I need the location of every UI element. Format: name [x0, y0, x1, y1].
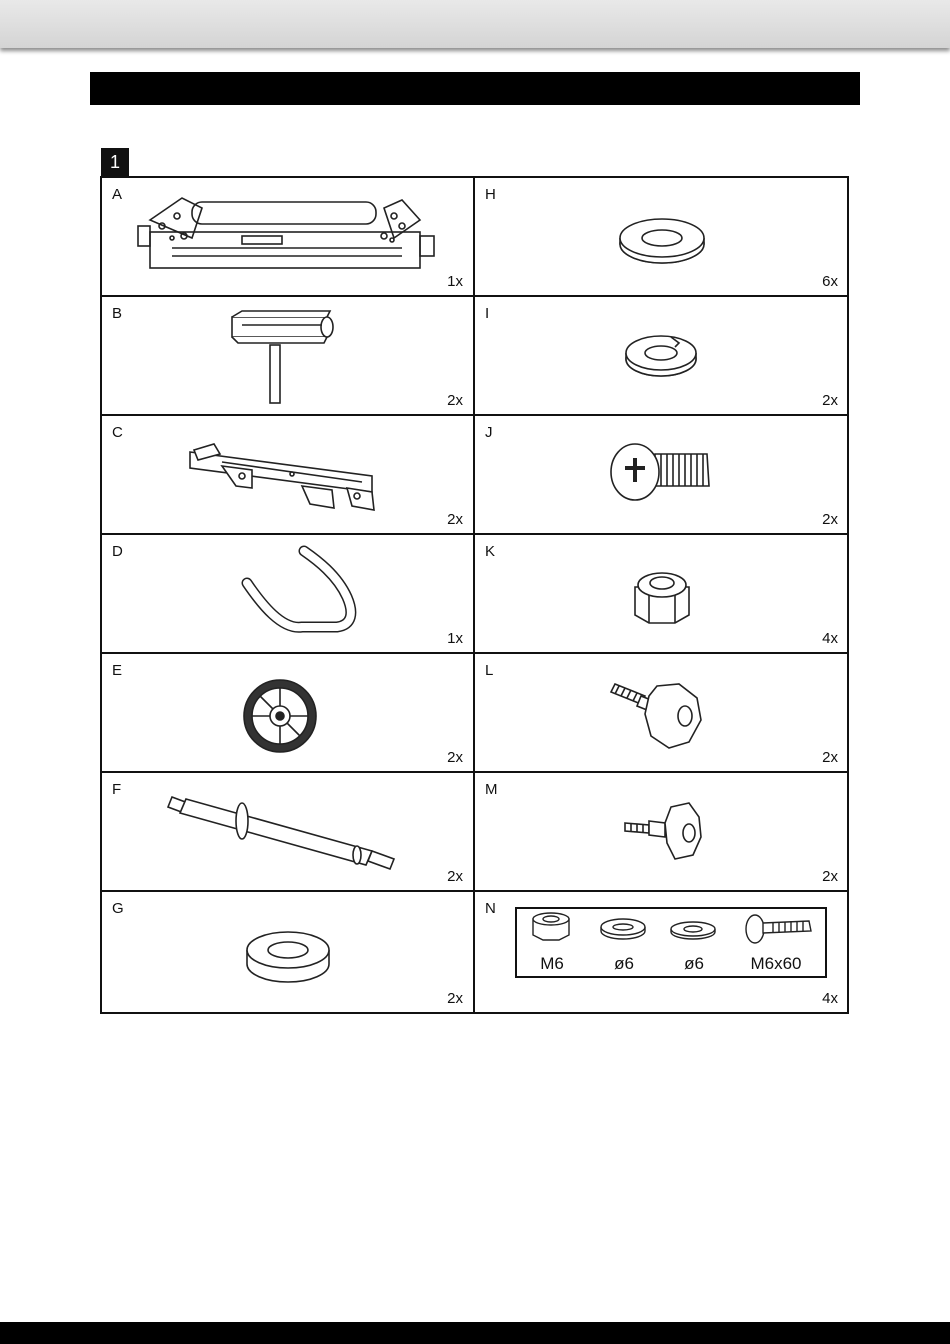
part-cell-d — [102, 535, 475, 654]
part-letter: G — [112, 900, 124, 917]
part-letter: N — [485, 900, 496, 917]
carriage-bolt-icon — [746, 915, 811, 943]
part-cell-h — [475, 178, 848, 297]
part-qty: 6x — [822, 273, 838, 290]
hardware-label-spring-washer: ø6 — [614, 954, 634, 973]
part-qty: 2x — [822, 749, 838, 766]
part-cell-g — [102, 892, 475, 1012]
small-knob-bolt-icon — [475, 773, 848, 892]
thick-washer-icon — [102, 892, 473, 1011]
part-qty: 2x — [822, 868, 838, 885]
rail-bracket-icon — [102, 416, 473, 535]
handle-tube-icon — [102, 535, 473, 654]
part-qty: 2x — [447, 749, 463, 766]
pan-head-screw-icon — [475, 416, 848, 535]
part-letter: E — [112, 662, 123, 679]
section-title-bar — [90, 72, 860, 105]
flat-washer-icon — [671, 922, 715, 939]
lock-nut-icon — [475, 535, 848, 654]
part-letter: D — [112, 543, 123, 560]
hardware-set-box — [515, 907, 827, 978]
part-qty: 4x — [822, 630, 838, 647]
part-cell-k — [475, 535, 848, 654]
part-letter: C — [112, 424, 123, 441]
part-letter: B — [112, 305, 123, 322]
hardware-label-flat-washer: ø6 — [684, 954, 704, 973]
part-letter: A — [112, 186, 123, 203]
saw-frame-icon — [102, 178, 473, 297]
spring-washer-icon — [601, 919, 645, 939]
part-qty: 2x — [447, 511, 463, 528]
part-cell-m — [475, 773, 848, 892]
part-letter: I — [485, 305, 490, 322]
part-qty: 2x — [447, 392, 463, 409]
part-qty: 2x — [822, 392, 838, 409]
part-qty: 2x — [447, 868, 463, 885]
part-cell-c — [102, 416, 475, 535]
part-qty: 2x — [822, 511, 838, 528]
part-letter: K — [485, 543, 496, 560]
axle-icon — [102, 773, 473, 892]
support-arm-icon — [102, 297, 473, 416]
wheel-icon — [102, 654, 473, 773]
part-cell-a — [102, 178, 475, 297]
part-cell-j — [475, 416, 848, 535]
part-qty: 1x — [447, 273, 463, 290]
part-letter: L — [485, 662, 494, 679]
part-qty: 4x — [822, 990, 838, 1007]
part-qty: 1x — [447, 630, 463, 647]
part-letter: H — [485, 186, 496, 203]
hex-nut-icon — [533, 913, 569, 940]
hardware-label-nut: M6 — [540, 954, 564, 973]
spring-washer-icon — [475, 297, 848, 416]
part-cell-n — [475, 892, 848, 1012]
part-letter: F — [112, 781, 122, 798]
part-cell-i — [475, 297, 848, 416]
step-number: 1 — [101, 148, 129, 176]
page-header-band — [0, 0, 950, 48]
part-letter: J — [485, 424, 493, 441]
hardware-set-icons — [517, 909, 825, 949]
part-cell-e — [102, 654, 475, 773]
parts-table — [100, 176, 849, 1014]
part-qty: 2x — [447, 990, 463, 1007]
flat-washer-icon — [475, 178, 848, 297]
page-footer-band — [0, 1322, 950, 1344]
part-cell-b — [102, 297, 475, 416]
part-cell-l — [475, 654, 848, 773]
knob-bolt-icon — [475, 654, 848, 773]
part-cell-f — [102, 773, 475, 892]
hardware-label-bolt: M6x60 — [750, 954, 802, 973]
part-letter: M — [485, 781, 498, 798]
